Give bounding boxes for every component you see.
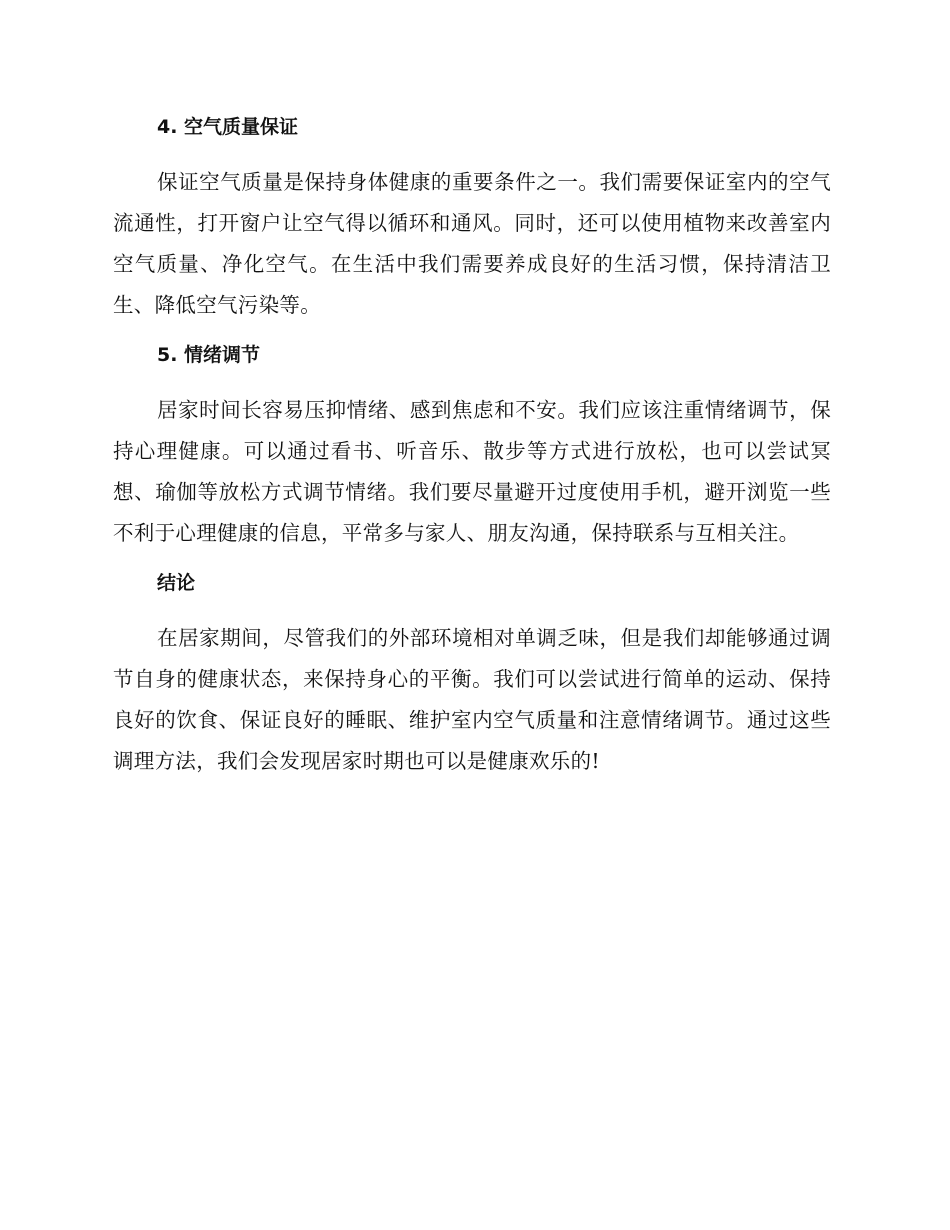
- section-paragraph: 居家时间长容易压抑情绪、感到焦虑和不安。我们应该注重情绪调节，保持心理健康。可以通过看书、听音乐、散步等方式进行放松，也可以尝试冥想、瑜伽等放松方式调节情绪。我们要尽量避开过度使用手机，避开浏览一些不利于心理健康的信息，平常多与家人、朋友沟通，保持联系与互相关注。: [113, 398, 831, 545]
- section-air-quality: [113, 107, 831, 326]
- section-conclusion: [113, 563, 831, 782]
- section-paragraph: 在居家期间，尽管我们的外部环境相对单调乏味，但是我们却能够通过调节自身的健康状态，来保持身心的平衡。我们可以尝试进行简单的运动、保持良好的饮食、保证良好的睡眠、维护室内空气质量和注意情绪调节。通过这些调理方法，我们会发现居家时期也可以是健康欢乐的!: [113, 626, 831, 773]
- section-paragraph: 保证空气质量是保持身体健康的重要条件之一。我们需要保证室内的空气流通性，打开窗户让空气得以循环和通风。同时，还可以使用植物来改善室内空气质量、净化空气。在生活中我们需要养成良好的生活习惯，保持清洁卫生、降低空气污染等。: [113, 170, 831, 317]
- section-heading: 结论: [157, 572, 196, 594]
- document-body: [113, 107, 831, 791]
- section-heading: 5. 情绪调节: [157, 344, 261, 366]
- section-emotion-regulation: [113, 335, 831, 554]
- section-heading: 4. 空气质量保证: [157, 116, 299, 138]
